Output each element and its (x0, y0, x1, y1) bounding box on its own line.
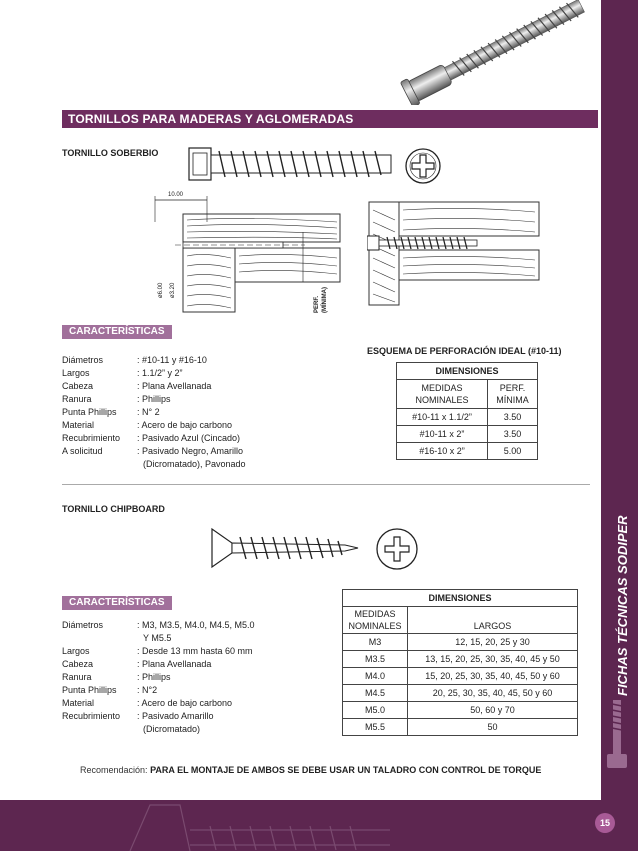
spec-label: Cabeza (62, 381, 94, 391)
table-row: M3.5 13, 15, 20, 25, 30, 35, 40, 45 y 50 (343, 651, 578, 668)
spec-value: (Dicromatado) (143, 724, 201, 734)
spec-value: : Pasivado Negro, Amarillo (137, 446, 244, 456)
perf-minima-label (310, 265, 334, 317)
chipboard-title: TORNILLO CHIPBOARD (62, 504, 165, 514)
chipboard-screw-drawing (210, 527, 360, 569)
table-row: #10-11 x 1.1/2” 3.50 (397, 409, 538, 426)
spec-label: Diámetros (62, 355, 104, 365)
recommendation (80, 765, 541, 775)
spec-value: (Dicromatado), Pavonado (143, 459, 246, 469)
table-header: DIMENSIONES (397, 363, 538, 380)
spec-value: : Plana Avellanada (137, 659, 212, 669)
spec-value: Y M5.5 (143, 633, 172, 643)
table-col-header: MEDIDAS NOMINALES (397, 380, 488, 409)
chipboard-characteristics-header: CARACTERÍSTICAS (62, 596, 172, 610)
table-col-header: LARGOS (408, 607, 578, 634)
spec-value: : Phillips (137, 394, 171, 404)
table-col-header: MEDIDAS NOMINALES (343, 607, 408, 634)
dim-diameter-labels (150, 260, 190, 300)
table-row: M4.5 20, 25, 30, 35, 40, 45, 50 y 60 (343, 685, 578, 702)
table-row: M5.5 50 (343, 719, 578, 736)
section-title: TORNILLOS PARA MADERAS Y AGLOMERADAS (62, 110, 598, 128)
spec-value: : Plana Avellanada (137, 381, 212, 391)
table-col-header: PERF. MÍNIMA (488, 380, 538, 409)
footer-screw-watermark (120, 800, 400, 851)
soberbio-head-phillips-icon (404, 147, 442, 185)
spec-value: : #10-11 y #16-10 (137, 355, 207, 365)
soberbio-characteristics-header: CARACTERÍSTICAS (62, 325, 172, 339)
spec-label: Ranura (62, 394, 92, 404)
sidebar-vertical-title (603, 470, 637, 700)
svg-text:PERF.: PERF. (314, 295, 320, 313)
svg-text:(MÍNIMA): (MÍNIMA) (322, 287, 328, 313)
recommendation-text: PARA EL MONTAJE DE AMBOS SE DEBE USAR UN TALADRO CON CONTROL DE TORQUE (150, 765, 542, 775)
soberbio-title: TORNILLO SOBERBIO (62, 148, 159, 158)
recommendation-label: Recomendación: (80, 765, 148, 775)
spec-value: : Acero de bajo carbono (137, 420, 233, 430)
spec-label: Cabeza (62, 659, 94, 669)
spec-label: Material (62, 698, 95, 708)
spec-label: Diámetros (62, 620, 104, 630)
table-header: DIMENSIONES (343, 590, 578, 607)
chipboard-dimensions-table (342, 589, 578, 736)
table-row: #10-11 x 2” 3.50 (397, 426, 538, 443)
table-row: #16-10 x 2” 5.00 (397, 443, 538, 460)
spec-label: Recubrimiento (62, 433, 121, 443)
soberbio-screw-drawing (185, 143, 395, 185)
page-number: 15 (595, 813, 615, 833)
spec-label: Punta Phillips (62, 685, 117, 695)
spec-value: : N°2 (137, 685, 158, 695)
spec-label: Material (62, 420, 95, 430)
spec-label: Ranura (62, 672, 92, 682)
spec-value: : Pasivado Azul (Cincado) (137, 433, 241, 443)
svg-text:ø3.20: ø3.20 (170, 282, 176, 298)
header-screw-illustration (400, 0, 600, 105)
spec-value: : Pasivado Amarillo (137, 711, 214, 721)
spec-label: A solicitud (62, 446, 103, 456)
spec-value: : N° 2 (137, 407, 160, 417)
soberbio-dimensions-table (396, 362, 538, 460)
svg-text:ø6.00: ø6.00 (158, 282, 164, 298)
section-divider (62, 484, 590, 485)
spec-value: : Acero de bajo carbono (137, 698, 233, 708)
table-row: M3 12, 15, 20, 25 y 30 (343, 634, 578, 651)
sidebar-bolt-icon (604, 700, 630, 772)
soberbio-installed-drawing (367, 200, 542, 310)
spec-value: : M3, M3.5, M4.0, M4.5, M5.0 (137, 620, 255, 630)
chipboard-head-phillips-icon (375, 527, 419, 571)
spec-value: : 1.1/2” y 2” (137, 368, 183, 378)
spec-value: : Desde 13 mm hasta 60 mm (137, 646, 253, 656)
spec-label: Recubrimiento (62, 711, 121, 721)
svg-text:FICHAS TÉCNICAS SODIPER: FICHAS TÉCNICAS SODIPER (615, 515, 630, 696)
table-row: M5.0 50, 60 y 70 (343, 702, 578, 719)
dim-length-label: 10.00 (168, 192, 184, 198)
table-row: M4.0 15, 20, 25, 30, 35, 40, 45, 50 y 60 (343, 668, 578, 685)
spec-label: Largos (62, 368, 90, 378)
spec-value: : Phillips (137, 672, 171, 682)
scheme-title: ESQUEMA DE PERFORACIÓN IDEAL (#10-11) (367, 346, 562, 356)
spec-label: Punta Phillips (62, 407, 117, 417)
spec-label: Largos (62, 646, 90, 656)
